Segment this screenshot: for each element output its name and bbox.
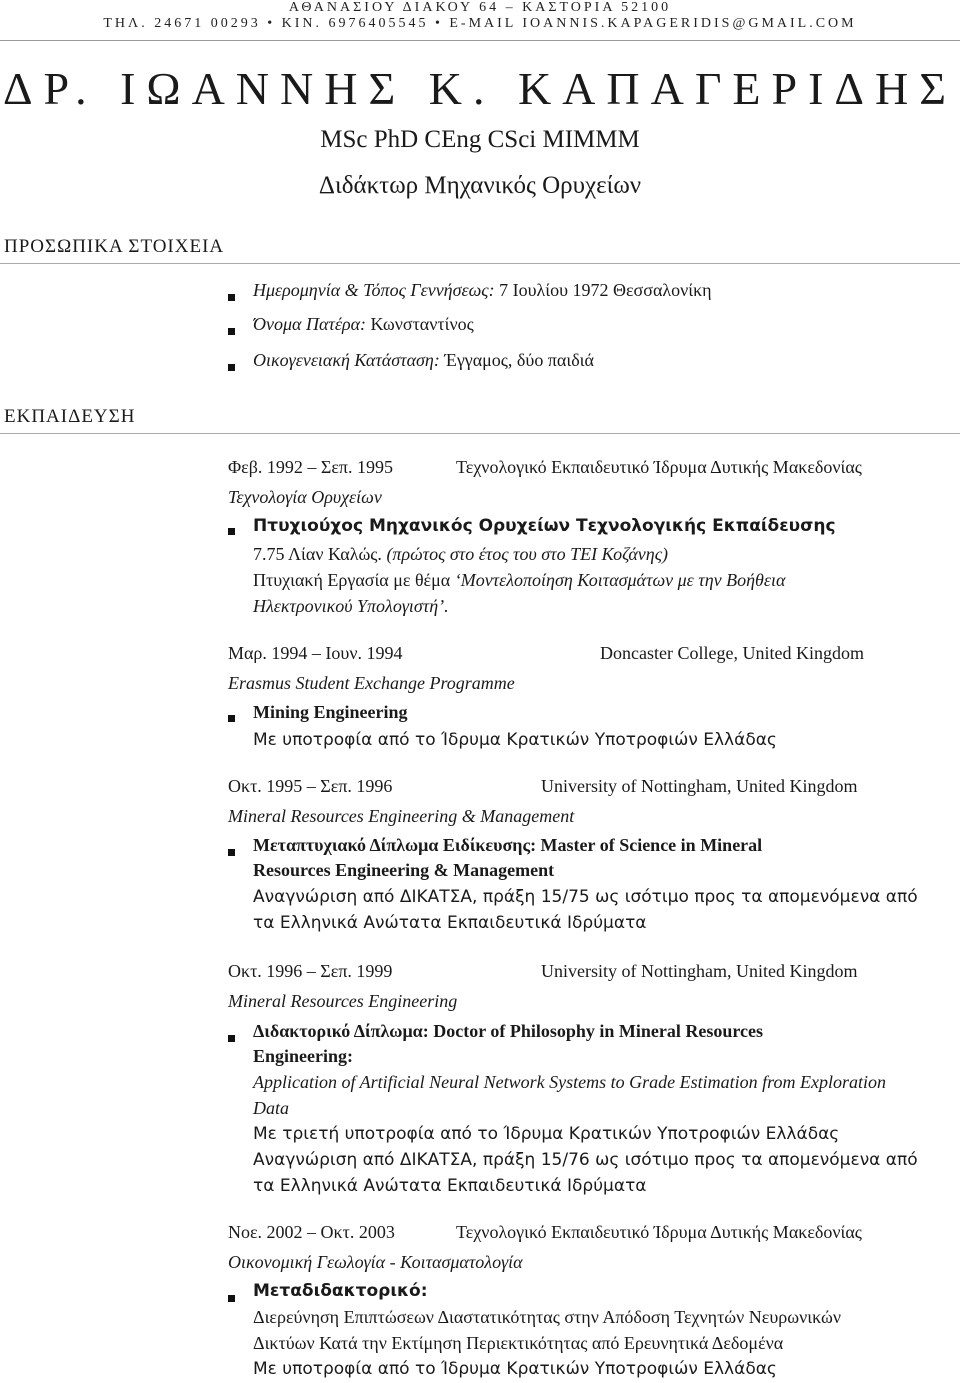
full-name: ΔΡ. ΙΩΑΝΝΗΣ Κ. ΚΑΠΑΓΕΡΙΔΗΣ: [2, 63, 958, 114]
bullet-icon: [228, 715, 235, 722]
entry-dates: Οκτ. 1996 – Σεπ. 1999: [228, 961, 393, 981]
entry-thesis-cont: Data: [253, 1098, 289, 1118]
entry-field: Mineral Resources Engineering: [228, 991, 458, 1011]
entry-detail: Διερεύνηση Επιπτώσεων Διαστατικότητας στην Απόδοση Τεχνητών Νευρωνικών: [253, 1307, 841, 1327]
entry-degree-cont: Resources Engineering & Management: [253, 860, 555, 880]
bullet-icon: [228, 364, 235, 371]
bullet-icon: [228, 1295, 235, 1302]
entry-degree: Διδακτορικό Δίπλωμα: Doctor of Philosophy in Mineral Resources: [253, 1021, 764, 1041]
contact-line: ΤΗΛ. 24671 00293 • ΚΙΝ. 6976405545 • E-MAIL IOANNIS.KAPAGERIDIS@GMAIL.COM: [103, 16, 857, 31]
entry-institution: Τεχνολογικό Εκπαιδευτικό Ίδρυμα Δυτικής Μακεδονίας: [456, 457, 862, 477]
header-divider: [0, 40, 960, 41]
entry-detail: Δικτύων Κατά την Εκτίμηση Περιεκτικότητας από Ερευνητικά Δεδομένα: [253, 1333, 784, 1353]
entry-detail: Αναγνώριση από ΔΙΚΑΤΣΑ, πράξη 15/76 ως ισότιμο προς τα απομενόμενα από: [253, 1150, 918, 1170]
personal-item: Όνομα Πατέρα: Κωνσταντίνος: [253, 314, 474, 334]
entry-thesis: Application of Artificial Neural Network Systems to Grade Estimation from Exploration: [253, 1072, 886, 1092]
entry-institution: University of Nottingham, United Kingdom: [541, 961, 858, 981]
entry-degree: Πτυχιούχος Μηχανικός Ορυχείων Τεχνολογικής Εκπαίδευσης: [253, 516, 836, 536]
bullet-icon: [228, 849, 235, 856]
entry-dates: Οκτ. 1995 – Σεπ. 1996: [228, 776, 393, 796]
entry-field: Οικονομική Γεωλογία - Κοιτασματολογία: [228, 1252, 523, 1272]
entry-institution: Doncaster College, United Kingdom: [600, 643, 864, 663]
entry-detail: Με υποτροφία από το Ίδρυμα Κρατικών Υποτροφιών Ελλάδας: [253, 1359, 777, 1379]
entry-field: Τεχνολογία Ορυχείων: [228, 487, 382, 507]
personal-item: Ημερομηνία & Τόπος Γεννήσεως: 7 Ιουλίου 1972 Θεσσαλονίκη: [253, 280, 712, 300]
entry-degree: Mining Engineering: [253, 702, 408, 722]
entry-detail: τα Ελληνικά Ανώτατα Εκπαιδευτικά Ιδρύματα: [253, 1176, 647, 1196]
bullet-icon: [228, 528, 235, 535]
entry-degree: Μεταδιδακτορικό:: [253, 1281, 428, 1301]
entry-dates: Φεβ. 1992 – Σεπ. 1995: [228, 457, 393, 477]
entry-institution: University of Nottingham, United Kingdom: [541, 776, 858, 796]
personal-item: Οικογενειακή Κατάσταση: Έγγαμος, δύο παιδιά: [253, 350, 594, 370]
entry-thesis: Πτυχιακή Εργασία με θέμα ‘Μοντελοποίηση Κοιτασμάτων με την Βοήθεια: [253, 570, 786, 590]
entry-detail: Με τριετή υποτροφία από το Ίδρυμα Κρατικών Υποτροφιών Ελλάδας: [253, 1124, 840, 1144]
entry-grade: 7.75 Λίαν Καλώς. (πρώτος στο έτος του στο ΤΕΙ Κοζάνης): [253, 544, 668, 564]
section-divider: [0, 263, 960, 264]
bullet-icon: [228, 328, 235, 335]
entry-detail: τα Ελληνικά Ανώτατα Εκπαιδευτικά Ιδρύματα: [253, 913, 647, 933]
bullet-icon: [228, 1035, 235, 1042]
entry-degree: Μεταπτυχιακό Δίπλωμα Ειδίκευσης: Master of Science in Mineral: [253, 835, 763, 855]
address-line: ΑΘΑΝΑΣΙΟΥ ΔΙΑΚΟΥ 64 – ΚΑΣΤΟΡΙΑ 52100: [288, 0, 672, 15]
entry-field: Mineral Resources Engineering & Management: [228, 806, 575, 826]
entry-degree-cont: Engineering:: [253, 1046, 354, 1066]
degrees-line: MSc PhD CEng CSci MIMMM: [320, 126, 640, 153]
entry-dates: Νοε. 2002 – Οκτ. 2003: [228, 1222, 395, 1242]
bullet-icon: [228, 294, 235, 301]
entry-field: Erasmus Student Exchange Programme: [228, 673, 515, 693]
entry-dates: Μαρ. 1994 – Ιουν. 1994: [228, 643, 403, 663]
section-heading-education: ΕΚΠΑΙΔΕΥΣΗ: [4, 406, 136, 427]
entry-thesis-cont: Ηλεκτρονικού Υπολογιστή’.: [253, 596, 449, 616]
professional-title: Διδάκτωρ Μηχανικός Ορυχείων: [318, 172, 642, 199]
section-heading-personal: ΠΡΟΣΩΠΙΚΑ ΣΤΟΙΧΕΙΑ: [4, 236, 225, 257]
entry-detail: Με υποτροφία από το Ίδρυμα Κρατικών Υποτροφιών Ελλάδας: [253, 730, 777, 750]
section-divider: [0, 433, 960, 434]
entry-detail: Αναγνώριση από ΔΙΚΑΤΣΑ, πράξη 15/75 ως ισότιμο προς τα απομενόμενα από: [253, 887, 918, 907]
entry-institution: Τεχνολογικό Εκπαιδευτικό Ίδρυμα Δυτικής Μακεδονίας: [456, 1222, 862, 1242]
